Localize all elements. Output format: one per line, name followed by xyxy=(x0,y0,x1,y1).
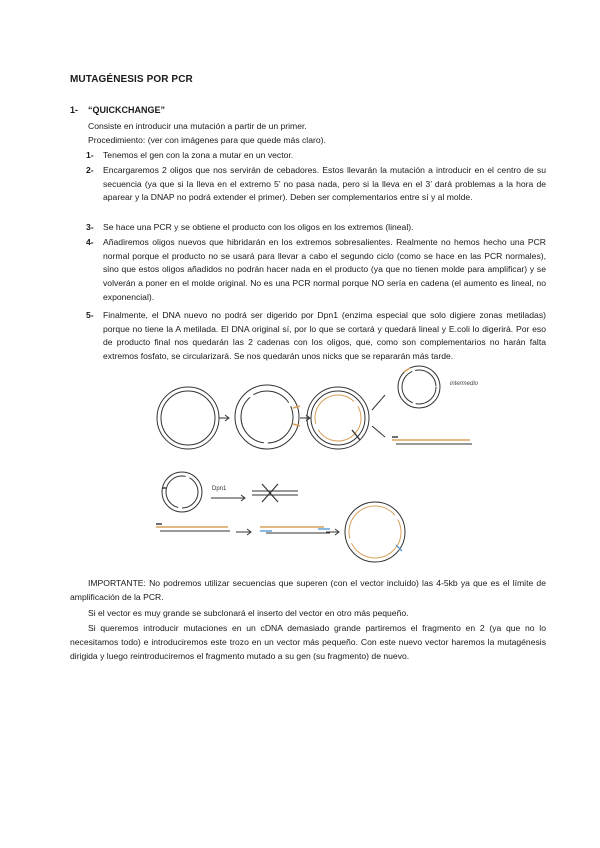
step-text: Se hace una PCR y se obtiene el producto con los oligos en los extremos (lineal). xyxy=(103,222,414,232)
plasmid-original-1 xyxy=(157,387,219,449)
step-number: 1- xyxy=(86,150,94,160)
arrow-down xyxy=(372,426,385,437)
note-cdna: Si queremos introducir mutaciones en un cDNA demasiado grande partiremos el fragmento en 2 (ya que no lo necesitamos todo) e introduciremos este trozo en un vector más pequeño. Con este nuevo vector haremos la mutagénesis dirigida y luego reintroduciremos el fragmento mutado a su gen (su fragmento) de nuevo. xyxy=(70,623,546,661)
linear-strands-6 xyxy=(156,524,230,531)
digested-dna xyxy=(252,484,298,502)
plasmid-pcr-3 xyxy=(307,387,369,449)
plasmid-denatured-2 xyxy=(235,385,300,449)
page-title: MUTAGÉNESIS POR PCR xyxy=(70,74,193,85)
arrow-up xyxy=(372,395,385,410)
label-intermediate: intermedio xyxy=(450,381,479,387)
label-dpn1: Dpn1 xyxy=(212,486,227,492)
step-text: Finalmente, el DNA nuevo no podrá ser digerido por Dpn1 (enzima especial que solo digiere zonas metiladas) porque no tiene la A metilada. El DNA original sí, por lo que se cortará y quedará lineal y E.coli lo digerirá. Por eso de producto final nos quedarán las 2 cadenas con los oligos, que, como son complementarios no harán falta extremos fosfato, se circularizará. Se nos quedarán unos nicks que se repararán más tarde. xyxy=(103,310,546,362)
step-number: 4- xyxy=(86,237,94,247)
intro-line-2: Procedimiento: (ver con imágenes para que quede más claro). xyxy=(88,135,326,145)
annealed-strands-7 xyxy=(260,527,330,533)
plasmid-final-8 xyxy=(345,502,405,562)
step-number: 5- xyxy=(86,310,94,320)
step-text: Encargaremos 2 oligos que nos servirán de cebadores. Estos llevarán la mutación a introducir en el centro de su secuencia (ya que si la lleva en el extremo 5’ no pasa nada, pero si la lleva en el 3’ dará problemas a la hora de aparear y la DNAP no podrá extender el primer). Deben ser complementarios entre sí y al molde. xyxy=(103,165,546,203)
plasmid-dpn-5 xyxy=(162,472,202,512)
intro-line-1: Consiste en introducir una mutación a partir de un primer. xyxy=(88,121,307,131)
step-number: 2- xyxy=(86,165,94,175)
step-text: Tenemos el gen con la zona a mutar en un vector. xyxy=(103,150,294,160)
section-title: “QUICKCHANGE” xyxy=(88,105,166,115)
plasmid-intermediate-4 xyxy=(398,366,440,408)
section-number: 1- xyxy=(70,105,79,115)
step-number: 3- xyxy=(86,222,94,232)
step-text: Añadiremos oligos nuevos que hibridarán en los extremos sobresalientes. Realmente no hemos hecho una PCR normal porque el producto no se usará para llevar a cabo el segundo ciclo (como se hace en las PCR normales), sino que estos oligos añadidos no podrán hacer nada en el producto (ya que no tienen molde para amplificar) y se volverán a poner en el molde original. No es una PCR normal porque NO sería en cadena (el aumento es lineal, no exponencial). xyxy=(103,237,546,302)
note-important: IMPORTANTE: No podremos utilizar secuencias que superen (con el vector incluido) las 4-5kb ya que es el límite de amplificación de la PCR. xyxy=(70,578,546,602)
linear-product xyxy=(392,437,472,444)
note-subclone: Si el vector es muy grande se subclonará el inserto del vector en otro más pequeño. xyxy=(88,608,409,618)
